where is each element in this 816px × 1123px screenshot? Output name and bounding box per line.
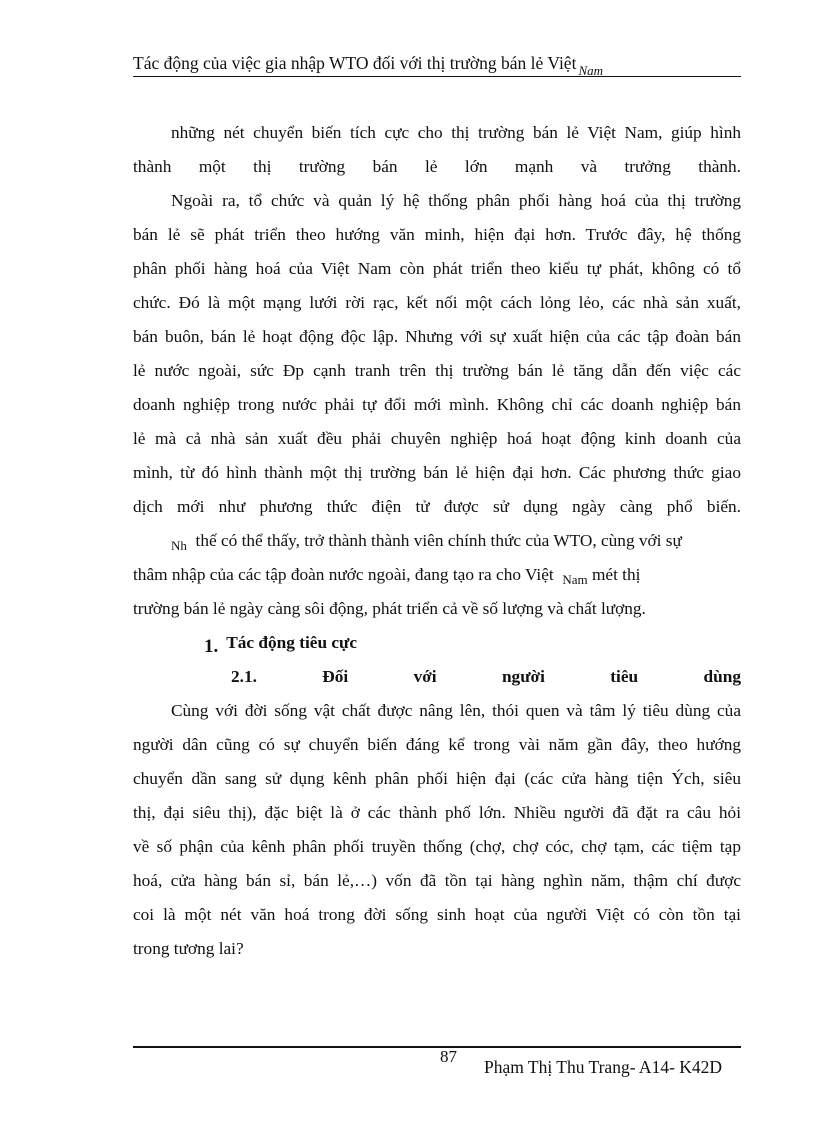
page-number: 87 — [440, 1047, 457, 1066]
paragraph-2-line-4: chức. Đó là một mạng lưới rời rạc, kết nối một cách lỏng lẻo, các nhà sản xuất, — [133, 293, 741, 312]
heading-word: 2.1. — [231, 667, 257, 686]
paragraph-3-line-2-a: thâm nhập của các tập đoàn nước ngoài, đang tạo ra cho Việt — [133, 565, 554, 584]
footer-author: Phạm Thị Thu Trang- A14- K42D — [484, 1057, 723, 1077]
heading-word: với — [413, 667, 437, 686]
paragraph-3-line-2-small: Nam — [562, 572, 588, 587]
paragraph-2-line-7: doanh nghiệp trong nước phải tự đổi mới mình. Không chỉ các doanh nghiệp bán — [133, 395, 741, 414]
paragraph-3-line-1-rest: thế có thể thấy, trở thành thành viên chính thức của WTO, cùng với sự — [195, 531, 682, 550]
paragraph-4-line-1: Cùng với đời sống vật chất được nâng lên, thói quen và tâm lý tiêu dùng của — [171, 701, 741, 720]
section-heading-1 — [133, 626, 741, 660]
paragraph-3-line-2-b: mét thị — [591, 565, 641, 584]
paragraph-3-line-3: trường bán lẻ ngày càng sôi động, phát triển cả về số lượng và chất lượng. — [133, 599, 646, 618]
paragraph-2-line-6: lẻ nước ngoài, sức Ðp cạnh tranh trên thị trường bán lẻ tăng dẫn đến việc các — [133, 361, 741, 380]
page-header — [133, 50, 741, 78]
footer-rule — [133, 1046, 741, 1048]
paragraph-4-line-7: coi là một nét văn hoá trong đời sống sinh hoạt của người Việt có còn tồn tại — [133, 905, 741, 924]
paragraph-1-line-2: thành một thị trường bán lẻ lớn mạnh và trưởng thành. — [133, 157, 741, 176]
paragraph-2-line-5: bán buôn, bán lẻ hoạt động độc lập. Nhưng với sự xuất hiện của các tập đoàn bán — [133, 327, 741, 346]
paragraph-2-line-9: mình, từ đó hình thành một thị trường bán lẻ hiện đại hơn. Các phương thức giao — [133, 463, 741, 482]
section-heading-1-text: Tác động tiêu cực — [226, 633, 358, 652]
paragraph-2-line-10: dịch mới như phương thức điện tử được sử dụng ngày càng phổ biến. — [133, 497, 741, 516]
heading-word: Đối — [322, 667, 349, 686]
heading-word: người — [501, 667, 545, 686]
header-title-tail: Nam — [578, 63, 603, 78]
paragraph-4-line-5: về số phận của kênh phân phối truyền thống (chợ, chợ cóc, chợ tạm, các tiệm tạp — [133, 837, 741, 856]
heading-word: tiêu — [610, 667, 639, 686]
section-heading-2-1 — [133, 660, 741, 694]
paragraph-2-line-2: bán lẻ sẽ phát triển theo hướng văn minh, hiện đại hơn. Trước đây, hệ thống — [133, 225, 741, 244]
paragraph-4-line-6: hoá, cửa hàng bán sỉ, bán lẻ,…) vốn đã tồn tại hàng nghìn năm, thậm chí được — [133, 871, 741, 890]
paragraph-3-line-1 — [133, 524, 741, 558]
paragraph-4-line-4: thị, đại siêu thị), đặc biệt là ở các thành phố lớn. Nhiều người đã đặt ra câu hỏi — [133, 803, 741, 822]
heading-word: dùng — [703, 667, 741, 686]
paragraph-4-line-3: chuyển dần sang sử dụng kênh phân phối hiện đại (các cửa hàng tiện Ých, siêu — [133, 769, 741, 788]
document-body — [133, 116, 741, 966]
paragraph-2-line-3: phân phối hàng hoá của Việt Nam còn phát triển theo kiểu tự phát, không có tổ — [133, 259, 741, 278]
paragraph-1-line-1: những nét chuyển biến tích cực cho thị trường bán lẻ Việt Nam, giúp hình — [171, 123, 741, 142]
paragraph-2-line-8: lẻ mà cả nhà sản xuất đều phải chuyên nghiệp hoá hoạt động kinh doanh của — [133, 429, 741, 448]
header-rule — [133, 76, 741, 77]
paragraph-3-lead-small: Nh — [171, 538, 187, 553]
paragraph-3-line-2 — [133, 558, 741, 592]
paragraph-2-line-1: Ngoài ra, tổ chức và quản lý hệ thống phân phối hàng hoá của thị trường — [171, 191, 741, 210]
paragraph-4-line-2: người dân cũng có sự chuyển biến đáng kể trong vài năm gần đây, theo hướng — [133, 735, 741, 754]
header-title: Tác động của việc gia nhập WTO đối với thị trường bán lẻ Việt — [133, 53, 577, 73]
paragraph-4-line-8: trong tương lai? — [133, 939, 244, 958]
section-heading-1-number: 1. — [204, 636, 219, 657]
